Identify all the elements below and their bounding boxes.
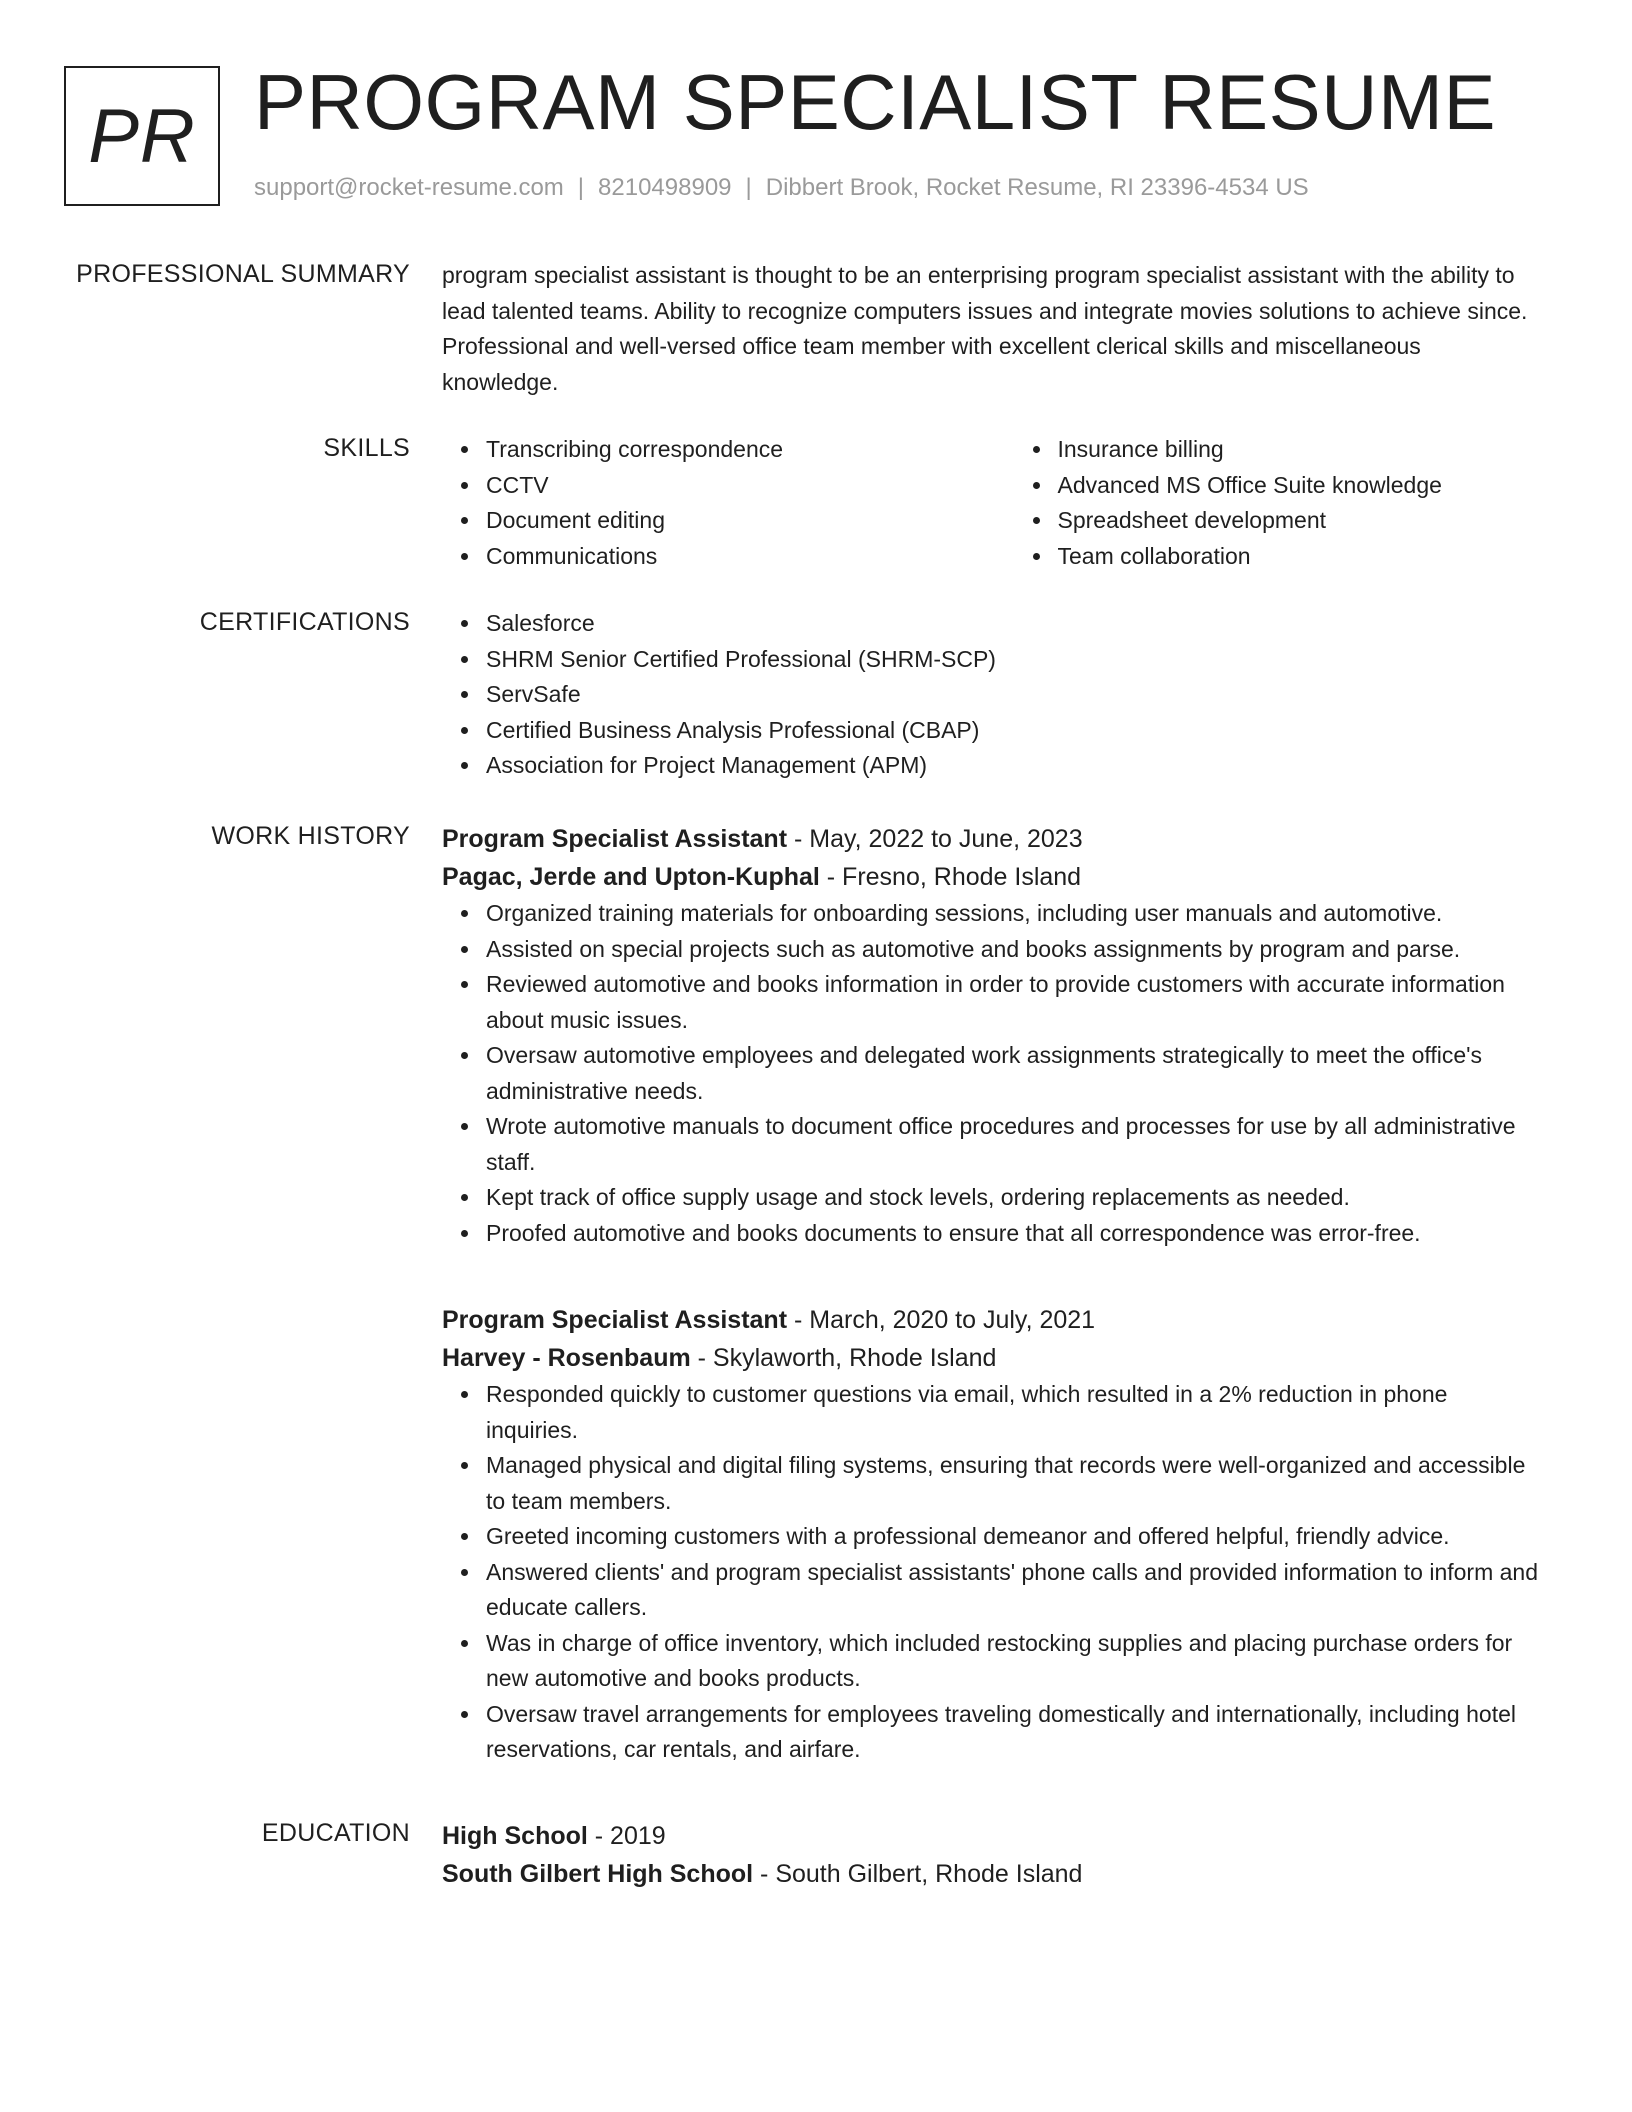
education-location: - South Gilbert, Rhode Island xyxy=(753,1860,1083,1888)
skill-item: Team collaboration xyxy=(1058,539,1543,575)
job-title: Program Specialist Assistant xyxy=(442,1306,788,1334)
job-duty: Greeted incoming customers with a professional demeanor and offered helpful, friendly advice. xyxy=(486,1519,1542,1555)
skill-item: CCTV xyxy=(486,468,971,504)
contact-separator: | xyxy=(745,174,752,201)
contact-line xyxy=(254,172,1309,204)
contact-phone[interactable]: 8210498909 xyxy=(598,174,732,201)
certification-item: Certified Business Analysis Professional (CBAP) xyxy=(486,713,1542,749)
education-degree: High School xyxy=(442,1822,588,1850)
job-location: - Skylaworth, Rhode Island xyxy=(690,1344,997,1372)
certifications-heading: CERTIFICATIONS xyxy=(199,608,410,636)
job-title-line xyxy=(442,820,1542,858)
certification-item: SHRM Senior Certified Professional (SHRM-SCP) xyxy=(486,642,1542,678)
certification-item: Association for Project Management (APM) xyxy=(486,748,1542,784)
job-entry xyxy=(442,820,1542,1251)
job-duty: Managed physical and digital filing systems, ensuring that records were well-organized and accessible to team members. xyxy=(486,1448,1542,1519)
job-duty: Reviewed automotive and books information in order to provide customers with accurate information about music issues. xyxy=(486,967,1542,1038)
job-dates: - March, 2020 to July, 2021 xyxy=(787,1306,1096,1334)
job-company-line xyxy=(442,1339,1542,1377)
job-duty: Wrote automotive manuals to document office procedures and processes for use by all administrative staff. xyxy=(486,1109,1542,1180)
contact-address: Dibbert Brook, Rocket Resume, RI 23396-4534 US xyxy=(765,174,1309,201)
skills-list-left xyxy=(442,432,971,574)
skill-item: Spreadsheet development xyxy=(1058,503,1543,539)
job-duty: Was in charge of office inventory, which included restocking supplies and placing purchase orders for new automotive and books products. xyxy=(486,1626,1542,1697)
contact-email[interactable]: support@rocket-resume.com xyxy=(254,174,564,201)
education-body xyxy=(442,1817,1542,1893)
job-company: Harvey - Rosenbaum xyxy=(442,1344,691,1372)
skills-heading: SKILLS xyxy=(323,434,410,462)
job-duty: Organized training materials for onboarding sessions, including user manuals and automotive. xyxy=(486,896,1542,932)
job-company-line xyxy=(442,858,1542,896)
resume-title: PROGRAM SPECIALIST RESUME xyxy=(254,58,1496,146)
job-entry xyxy=(442,1301,1542,1768)
skills-list-right xyxy=(1014,432,1543,574)
skills-body xyxy=(442,432,1542,574)
work-history-body xyxy=(442,1301,1542,1768)
skill-item: Insurance billing xyxy=(1058,432,1543,468)
education-school-line xyxy=(442,1855,1542,1893)
job-title: Program Specialist Assistant xyxy=(442,825,788,853)
education-year: - 2019 xyxy=(587,1822,666,1850)
job-duty: Answered clients' and program specialist assistants' phone calls and provided information to inform and educate callers. xyxy=(486,1555,1542,1626)
certification-item: ServSafe xyxy=(486,677,1542,713)
job-dates: - May, 2022 to June, 2023 xyxy=(787,825,1083,853)
education-school: South Gilbert High School xyxy=(442,1860,754,1888)
summary-heading: PROFESSIONAL SUMMARY xyxy=(76,260,410,288)
job-duty: Responded quickly to customer questions via email, which resulted in a 2% reduction in phone inquiries. xyxy=(486,1377,1542,1448)
job-duty: Oversaw travel arrangements for employees traveling domestically and internationally, including hotel reservations, car rentals, and airfare. xyxy=(486,1697,1542,1768)
job-duty: Oversaw automotive employees and delegated work assignments strategically to meet the office's administrative needs. xyxy=(486,1038,1542,1109)
contact-separator: | xyxy=(577,174,585,201)
job-duty: Proofed automotive and books documents to ensure that all correspondence was error-free. xyxy=(486,1216,1542,1252)
work-history-heading: WORK HISTORY xyxy=(211,822,410,850)
skill-item: Advanced MS Office Suite knowledge xyxy=(1058,468,1543,504)
education-degree-line xyxy=(442,1817,1542,1855)
certifications-body xyxy=(442,606,1542,784)
skill-item: Document editing xyxy=(486,503,971,539)
job-duty: Kept track of office supply usage and stock levels, ordering replacements as needed. xyxy=(486,1180,1542,1216)
summary-text: program specialist assistant is thought to be an enterprising program specialist assistant with the ability to lead talented teams. Ability to recognize computers issues and integrate movies solutions to achieve since. Professional and well-versed office team member with excellent clerical skills and miscellaneous knowledge. xyxy=(442,262,1528,395)
job-title-line xyxy=(442,1301,1542,1339)
education-heading: EDUCATION xyxy=(261,1819,410,1847)
work-history-body xyxy=(442,820,1542,1251)
monogram-logo: PR xyxy=(64,66,220,206)
job-company: Pagac, Jerde and Upton-Kuphal xyxy=(442,863,820,891)
summary-body xyxy=(442,258,1542,400)
job-duties-list xyxy=(442,896,1542,1251)
certifications-list xyxy=(442,606,1542,784)
skill-item: Transcribing correspondence xyxy=(486,432,971,468)
job-duties-list xyxy=(442,1377,1542,1768)
skill-item: Communications xyxy=(486,539,971,575)
job-duty: Assisted on special projects such as automotive and books assignments by program and parse. xyxy=(486,932,1542,968)
certification-item: Salesforce xyxy=(486,606,1542,642)
job-location: - Fresno, Rhode Island xyxy=(819,863,1082,891)
